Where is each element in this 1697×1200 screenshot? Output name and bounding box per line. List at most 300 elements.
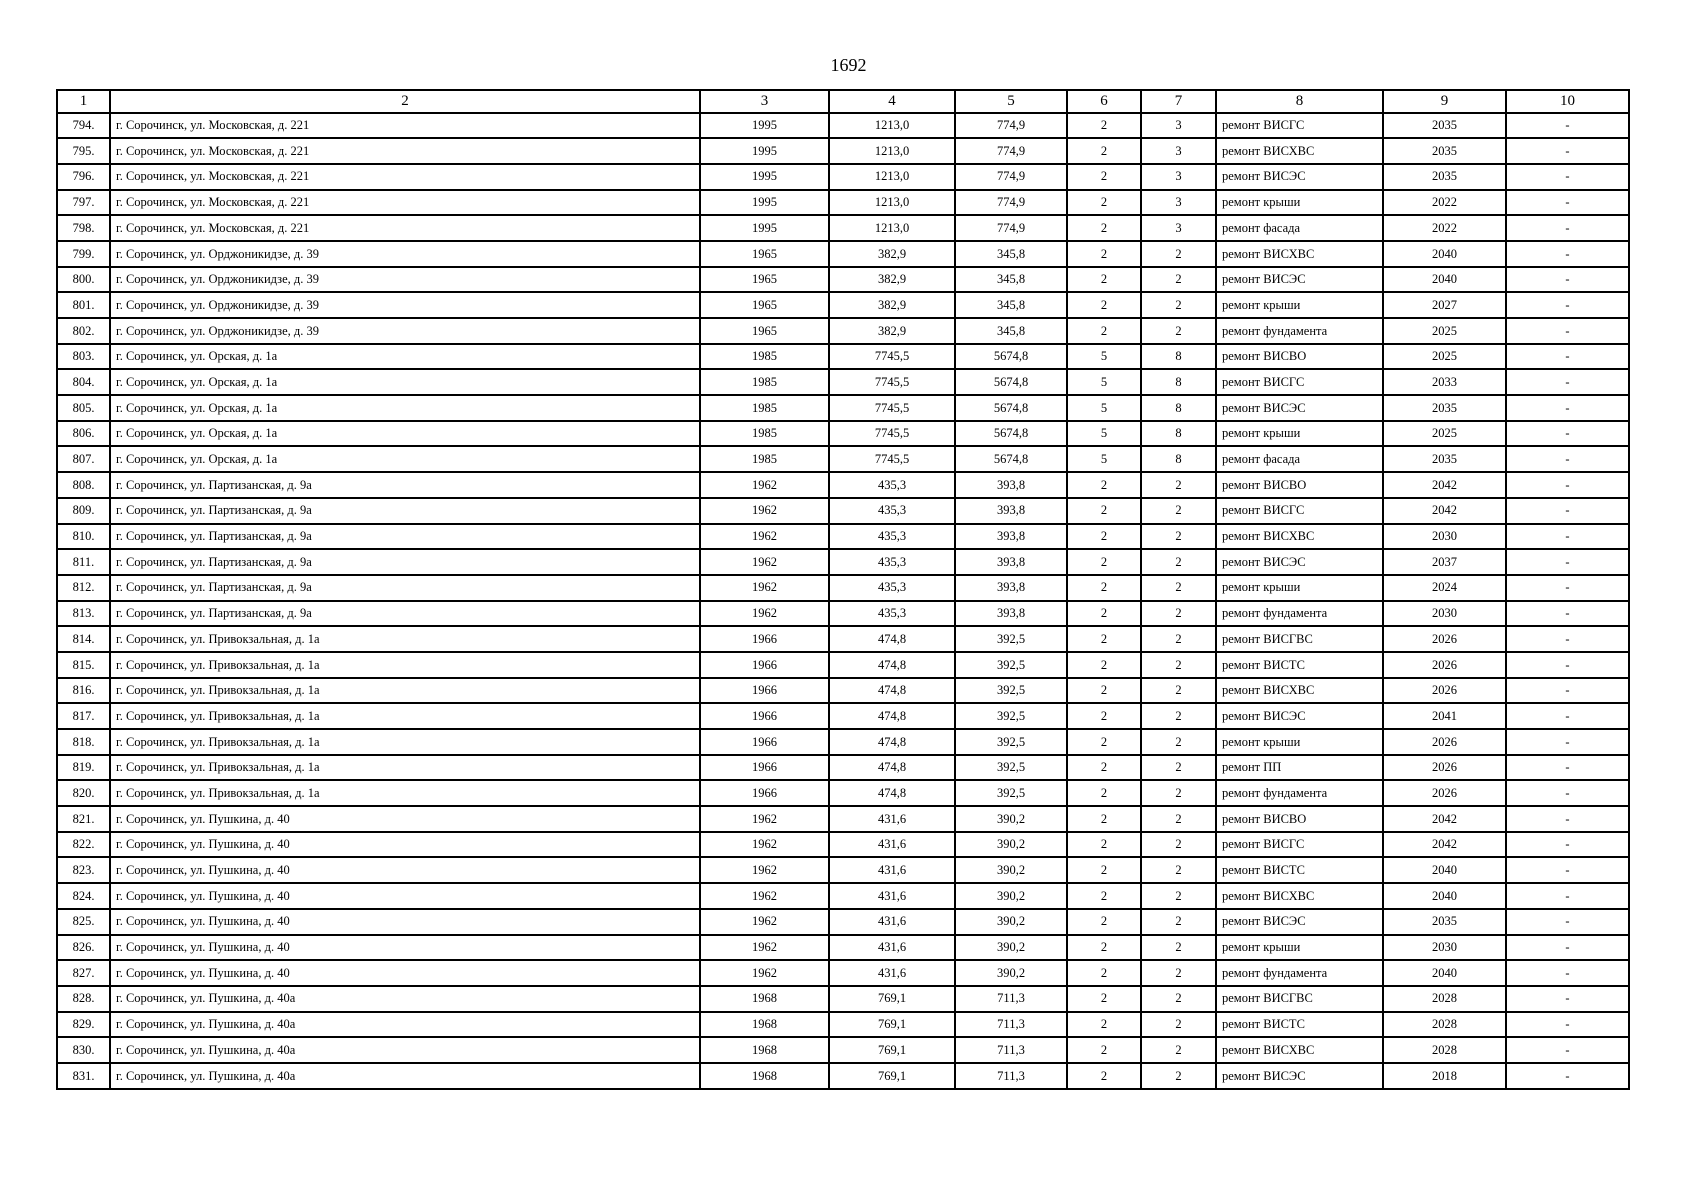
cell-area-living: 5674,8 xyxy=(955,421,1067,447)
cell-work-type: ремонт ВИСХВС xyxy=(1216,524,1383,550)
cell-note: - xyxy=(1506,344,1629,370)
cell-address: г. Сорочинск, ул. Орская, д. 1а xyxy=(110,421,700,447)
table-row xyxy=(57,421,1629,447)
cell-work-type: ремонт ВИСТС xyxy=(1216,1012,1383,1038)
cell-year: 1968 xyxy=(700,986,829,1012)
cell-year-planned: 2018 xyxy=(1383,1063,1506,1089)
cell-area-living: 774,9 xyxy=(955,138,1067,164)
cell-work-type: ремонт крыши xyxy=(1216,575,1383,601)
cell-note: - xyxy=(1506,498,1629,524)
cell-work-type: ремонт ВИСЭС xyxy=(1216,164,1383,190)
cell-area-total: 474,8 xyxy=(829,626,955,652)
cell-area-living: 711,3 xyxy=(955,1012,1067,1038)
cell-entrances: 3 xyxy=(1141,215,1216,241)
cell-work-type: ремонт ВИСЭС xyxy=(1216,395,1383,421)
cell-floors: 2 xyxy=(1067,832,1141,858)
cell-work-type: ремонт ВИСГС xyxy=(1216,113,1383,139)
cell-entrances: 2 xyxy=(1141,498,1216,524)
cell-number: 820. xyxy=(57,780,110,806)
cell-area-total: 474,8 xyxy=(829,780,955,806)
cell-floors: 2 xyxy=(1067,138,1141,164)
cell-entrances: 2 xyxy=(1141,1012,1216,1038)
table-row xyxy=(57,678,1629,704)
cell-address: г. Сорочинск, ул. Привокзальная, д. 1а xyxy=(110,703,700,729)
cell-area-total: 435,3 xyxy=(829,524,955,550)
cell-area-living: 392,5 xyxy=(955,678,1067,704)
cell-floors: 2 xyxy=(1067,601,1141,627)
cell-floors: 2 xyxy=(1067,909,1141,935)
cell-number: 812. xyxy=(57,575,110,601)
cell-area-living: 5674,8 xyxy=(955,395,1067,421)
cell-note: - xyxy=(1506,369,1629,395)
cell-note: - xyxy=(1506,472,1629,498)
cell-floors: 2 xyxy=(1067,498,1141,524)
cell-address: г. Сорочинск, ул. Орская, д. 1а xyxy=(110,395,700,421)
cell-entrances: 2 xyxy=(1141,729,1216,755)
cell-address: г. Сорочинск, ул. Привокзальная, д. 1а xyxy=(110,626,700,652)
cell-work-type: ремонт ВИСХВС xyxy=(1216,883,1383,909)
cell-work-type: ремонт ВИСЭС xyxy=(1216,267,1383,293)
cell-number: 823. xyxy=(57,857,110,883)
cell-floors: 2 xyxy=(1067,960,1141,986)
cell-floors: 2 xyxy=(1067,164,1141,190)
cell-note: - xyxy=(1506,524,1629,550)
cell-year: 1966 xyxy=(700,652,829,678)
cell-area-living: 711,3 xyxy=(955,1063,1067,1089)
cell-area-total: 7745,5 xyxy=(829,395,955,421)
cell-floors: 2 xyxy=(1067,883,1141,909)
cell-address: г. Сорочинск, ул. Орская, д. 1а xyxy=(110,446,700,472)
cell-area-total: 7745,5 xyxy=(829,369,955,395)
cell-note: - xyxy=(1506,267,1629,293)
cell-entrances: 8 xyxy=(1141,395,1216,421)
cell-number: 819. xyxy=(57,755,110,781)
table-row xyxy=(57,292,1629,318)
page-number: 1692 xyxy=(830,55,867,75)
cell-work-type: ремонт фасада xyxy=(1216,446,1383,472)
cell-address: г. Сорочинск, ул. Московская, д. 221 xyxy=(110,164,700,190)
cell-year: 1968 xyxy=(700,1037,829,1063)
cell-floors: 2 xyxy=(1067,524,1141,550)
cell-year: 1966 xyxy=(700,729,829,755)
cell-year-planned: 2040 xyxy=(1383,267,1506,293)
cell-entrances: 2 xyxy=(1141,601,1216,627)
cell-area-total: 1213,0 xyxy=(829,215,955,241)
cell-area-living: 393,8 xyxy=(955,524,1067,550)
cell-address: г. Сорочинск, ул. Привокзальная, д. 1а xyxy=(110,678,700,704)
cell-entrances: 2 xyxy=(1141,935,1216,961)
cell-year-planned: 2042 xyxy=(1383,832,1506,858)
cell-year-planned: 2026 xyxy=(1383,780,1506,806)
cell-area-total: 769,1 xyxy=(829,1063,955,1089)
cell-address: г. Сорочинск, ул. Орская, д. 1а xyxy=(110,369,700,395)
cell-entrances: 2 xyxy=(1141,292,1216,318)
cell-entrances: 2 xyxy=(1141,986,1216,1012)
header-cell-year: 3 xyxy=(700,90,829,113)
table-row xyxy=(57,652,1629,678)
cell-year-planned: 2042 xyxy=(1383,498,1506,524)
table-row xyxy=(57,703,1629,729)
cell-year-planned: 2030 xyxy=(1383,601,1506,627)
cell-area-total: 1213,0 xyxy=(829,190,955,216)
table-row xyxy=(57,935,1629,961)
cell-floors: 2 xyxy=(1067,806,1141,832)
cell-entrances: 2 xyxy=(1141,318,1216,344)
cell-note: - xyxy=(1506,626,1629,652)
cell-year: 1962 xyxy=(700,575,829,601)
cell-year: 1968 xyxy=(700,1063,829,1089)
cell-entrances: 8 xyxy=(1141,421,1216,447)
cell-note: - xyxy=(1506,857,1629,883)
table-row xyxy=(57,318,1629,344)
cell-floors: 2 xyxy=(1067,986,1141,1012)
cell-area-living: 393,8 xyxy=(955,601,1067,627)
cell-note: - xyxy=(1506,190,1629,216)
cell-year: 1962 xyxy=(700,549,829,575)
header-cell-year-planned: 9 xyxy=(1383,90,1506,113)
cell-address: г. Сорочинск, ул. Партизанская, д. 9а xyxy=(110,472,700,498)
cell-number: 800. xyxy=(57,267,110,293)
cell-note: - xyxy=(1506,935,1629,961)
cell-number: 815. xyxy=(57,652,110,678)
table-row xyxy=(57,1063,1629,1089)
cell-note: - xyxy=(1506,986,1629,1012)
cell-area-total: 1213,0 xyxy=(829,113,955,139)
cell-note: - xyxy=(1506,678,1629,704)
cell-year-planned: 2035 xyxy=(1383,164,1506,190)
cell-address: г. Сорочинск, ул. Пушкина, д. 40 xyxy=(110,806,700,832)
cell-number: 804. xyxy=(57,369,110,395)
cell-note: - xyxy=(1506,909,1629,935)
cell-entrances: 2 xyxy=(1141,1037,1216,1063)
cell-note: - xyxy=(1506,549,1629,575)
cell-number: 796. xyxy=(57,164,110,190)
cell-year: 1962 xyxy=(700,883,829,909)
cell-year: 1995 xyxy=(700,164,829,190)
cell-area-total: 769,1 xyxy=(829,986,955,1012)
cell-area-living: 393,8 xyxy=(955,549,1067,575)
cell-floors: 2 xyxy=(1067,549,1141,575)
cell-area-living: 392,5 xyxy=(955,626,1067,652)
cell-address: г. Сорочинск, ул. Орская, д. 1а xyxy=(110,344,700,370)
cell-work-type: ремонт ВИСТС xyxy=(1216,652,1383,678)
cell-year-planned: 2030 xyxy=(1383,935,1506,961)
cell-note: - xyxy=(1506,318,1629,344)
cell-address: г. Сорочинск, ул. Московская, д. 221 xyxy=(110,190,700,216)
cell-entrances: 2 xyxy=(1141,472,1216,498)
table-row xyxy=(57,806,1629,832)
cell-year-planned: 2026 xyxy=(1383,626,1506,652)
cell-entrances: 2 xyxy=(1141,960,1216,986)
cell-work-type: ремонт фундамента xyxy=(1216,318,1383,344)
cell-address: г. Сорочинск, ул. Пушкина, д. 40 xyxy=(110,909,700,935)
cell-entrances: 2 xyxy=(1141,832,1216,858)
cell-address: г. Сорочинск, ул. Пушкина, д. 40 xyxy=(110,960,700,986)
cell-address: г. Сорочинск, ул. Пушкина, д. 40а xyxy=(110,1063,700,1089)
data-table xyxy=(56,89,1630,1090)
cell-floors: 2 xyxy=(1067,292,1141,318)
cell-work-type: ремонт крыши xyxy=(1216,190,1383,216)
cell-year: 1966 xyxy=(700,703,829,729)
cell-floors: 2 xyxy=(1067,472,1141,498)
cell-year: 1966 xyxy=(700,678,829,704)
cell-year-planned: 2037 xyxy=(1383,549,1506,575)
cell-year: 1968 xyxy=(700,1012,829,1038)
cell-year-planned: 2041 xyxy=(1383,703,1506,729)
cell-area-living: 390,2 xyxy=(955,806,1067,832)
cell-area-total: 431,6 xyxy=(829,832,955,858)
cell-entrances: 2 xyxy=(1141,703,1216,729)
cell-year-planned: 2026 xyxy=(1383,678,1506,704)
cell-year-planned: 2040 xyxy=(1383,883,1506,909)
cell-area-total: 431,6 xyxy=(829,883,955,909)
cell-area-living: 392,5 xyxy=(955,780,1067,806)
cell-area-total: 474,8 xyxy=(829,729,955,755)
cell-entrances: 2 xyxy=(1141,524,1216,550)
cell-note: - xyxy=(1506,703,1629,729)
cell-address: г. Сорочинск, ул. Привокзальная, д. 1а xyxy=(110,780,700,806)
cell-number: 802. xyxy=(57,318,110,344)
cell-year-planned: 2025 xyxy=(1383,421,1506,447)
header-cell-address: 2 xyxy=(110,90,700,113)
cell-year: 1962 xyxy=(700,498,829,524)
cell-year-planned: 2040 xyxy=(1383,960,1506,986)
cell-address: г. Сорочинск, ул. Орджоникидзе, д. 39 xyxy=(110,267,700,293)
cell-area-total: 431,6 xyxy=(829,806,955,832)
header-cell-number: 1 xyxy=(57,90,110,113)
cell-entrances: 2 xyxy=(1141,909,1216,935)
cell-area-living: 5674,8 xyxy=(955,369,1067,395)
cell-area-total: 431,6 xyxy=(829,909,955,935)
header-cell-area-total: 4 xyxy=(829,90,955,113)
cell-area-total: 474,8 xyxy=(829,703,955,729)
cell-note: - xyxy=(1506,780,1629,806)
cell-entrances: 3 xyxy=(1141,190,1216,216)
cell-number: 809. xyxy=(57,498,110,524)
cell-year: 1995 xyxy=(700,113,829,139)
cell-note: - xyxy=(1506,883,1629,909)
header-cell-note: 10 xyxy=(1506,90,1629,113)
cell-area-total: 1213,0 xyxy=(829,138,955,164)
cell-work-type: ремонт ВИСХВС xyxy=(1216,241,1383,267)
cell-number: 818. xyxy=(57,729,110,755)
cell-number: 813. xyxy=(57,601,110,627)
cell-area-total: 1213,0 xyxy=(829,164,955,190)
cell-number: 831. xyxy=(57,1063,110,1089)
cell-number: 828. xyxy=(57,986,110,1012)
table-row xyxy=(57,626,1629,652)
cell-area-living: 393,8 xyxy=(955,498,1067,524)
cell-area-total: 474,8 xyxy=(829,652,955,678)
cell-year: 1962 xyxy=(700,935,829,961)
cell-year: 1965 xyxy=(700,318,829,344)
table-row xyxy=(57,780,1629,806)
cell-year-planned: 2027 xyxy=(1383,292,1506,318)
cell-note: - xyxy=(1506,113,1629,139)
cell-work-type: ремонт ВИСЭС xyxy=(1216,703,1383,729)
cell-number: 799. xyxy=(57,241,110,267)
cell-year-planned: 2026 xyxy=(1383,652,1506,678)
cell-area-living: 392,5 xyxy=(955,652,1067,678)
cell-area-total: 474,8 xyxy=(829,678,955,704)
cell-entrances: 8 xyxy=(1141,369,1216,395)
cell-note: - xyxy=(1506,446,1629,472)
cell-year: 1962 xyxy=(700,832,829,858)
cell-work-type: ремонт ВИСГС xyxy=(1216,832,1383,858)
cell-area-total: 382,9 xyxy=(829,241,955,267)
cell-year-planned: 2042 xyxy=(1383,806,1506,832)
cell-note: - xyxy=(1506,164,1629,190)
cell-area-total: 435,3 xyxy=(829,549,955,575)
header-cell-work-type: 8 xyxy=(1216,90,1383,113)
table-row xyxy=(57,883,1629,909)
cell-floors: 2 xyxy=(1067,575,1141,601)
cell-year: 1962 xyxy=(700,601,829,627)
cell-area-total: 435,3 xyxy=(829,575,955,601)
cell-address: г. Сорочинск, ул. Московская, д. 221 xyxy=(110,113,700,139)
cell-number: 830. xyxy=(57,1037,110,1063)
cell-floors: 2 xyxy=(1067,857,1141,883)
cell-number: 807. xyxy=(57,446,110,472)
cell-area-total: 382,9 xyxy=(829,318,955,344)
cell-work-type: ремонт ВИСГС xyxy=(1216,369,1383,395)
cell-work-type: ремонт фасада xyxy=(1216,215,1383,241)
cell-address: г. Сорочинск, ул. Пушкина, д. 40 xyxy=(110,883,700,909)
cell-area-living: 392,5 xyxy=(955,755,1067,781)
cell-area-living: 393,8 xyxy=(955,472,1067,498)
cell-number: 808. xyxy=(57,472,110,498)
cell-year-planned: 2028 xyxy=(1383,986,1506,1012)
cell-year: 1966 xyxy=(700,755,829,781)
cell-area-living: 5674,8 xyxy=(955,344,1067,370)
table-row xyxy=(57,960,1629,986)
cell-floors: 2 xyxy=(1067,1063,1141,1089)
cell-note: - xyxy=(1506,575,1629,601)
cell-entrances: 2 xyxy=(1141,780,1216,806)
cell-address: г. Сорочинск, ул. Партизанская, д. 9а xyxy=(110,524,700,550)
cell-work-type: ремонт ВИСГВС xyxy=(1216,626,1383,652)
cell-area-living: 774,9 xyxy=(955,164,1067,190)
cell-entrances: 3 xyxy=(1141,138,1216,164)
cell-address: г. Сорочинск, ул. Пушкина, д. 40а xyxy=(110,986,700,1012)
cell-year: 1962 xyxy=(700,909,829,935)
cell-year: 1962 xyxy=(700,524,829,550)
cell-entrances: 2 xyxy=(1141,652,1216,678)
header-cell-entrances: 7 xyxy=(1141,90,1216,113)
cell-note: - xyxy=(1506,215,1629,241)
cell-note: - xyxy=(1506,292,1629,318)
cell-year: 1966 xyxy=(700,780,829,806)
cell-address: г. Сорочинск, ул. Партизанская, д. 9а xyxy=(110,549,700,575)
cell-year-planned: 2035 xyxy=(1383,909,1506,935)
cell-address: г. Сорочинск, ул. Пушкина, д. 40а xyxy=(110,1012,700,1038)
cell-area-total: 435,3 xyxy=(829,601,955,627)
table-row xyxy=(57,549,1629,575)
cell-area-total: 382,9 xyxy=(829,292,955,318)
cell-area-total: 382,9 xyxy=(829,267,955,293)
cell-year-planned: 2025 xyxy=(1383,318,1506,344)
table-row xyxy=(57,986,1629,1012)
cell-address: г. Сорочинск, ул. Орджоникидзе, д. 39 xyxy=(110,318,700,344)
cell-number: 803. xyxy=(57,344,110,370)
cell-note: - xyxy=(1506,652,1629,678)
cell-year-planned: 2024 xyxy=(1383,575,1506,601)
cell-area-total: 431,6 xyxy=(829,857,955,883)
cell-number: 824. xyxy=(57,883,110,909)
cell-entrances: 3 xyxy=(1141,164,1216,190)
cell-year: 1985 xyxy=(700,344,829,370)
table-row xyxy=(57,524,1629,550)
cell-area-living: 392,5 xyxy=(955,703,1067,729)
cell-address: г. Сорочинск, ул. Орджоникидзе, д. 39 xyxy=(110,241,700,267)
cell-floors: 2 xyxy=(1067,652,1141,678)
table-row xyxy=(57,267,1629,293)
cell-area-living: 5674,8 xyxy=(955,446,1067,472)
cell-year-planned: 2028 xyxy=(1383,1012,1506,1038)
cell-year-planned: 2035 xyxy=(1383,395,1506,421)
cell-floors: 2 xyxy=(1067,113,1141,139)
cell-year: 1985 xyxy=(700,369,829,395)
cell-entrances: 3 xyxy=(1141,113,1216,139)
cell-year: 1995 xyxy=(700,138,829,164)
table-row xyxy=(57,215,1629,241)
header-cell-area-living: 5 xyxy=(955,90,1067,113)
cell-note: - xyxy=(1506,601,1629,627)
table-row xyxy=(57,446,1629,472)
cell-floors: 2 xyxy=(1067,729,1141,755)
cell-entrances: 2 xyxy=(1141,755,1216,781)
cell-number: 805. xyxy=(57,395,110,421)
cell-floors: 5 xyxy=(1067,446,1141,472)
cell-year: 1995 xyxy=(700,190,829,216)
cell-address: г. Сорочинск, ул. Пушкина, д. 40 xyxy=(110,857,700,883)
cell-floors: 2 xyxy=(1067,703,1141,729)
cell-year: 1985 xyxy=(700,395,829,421)
cell-work-type: ремонт ВИСВО xyxy=(1216,344,1383,370)
cell-number: 825. xyxy=(57,909,110,935)
cell-area-living: 345,8 xyxy=(955,292,1067,318)
cell-floors: 5 xyxy=(1067,421,1141,447)
table-row xyxy=(57,241,1629,267)
cell-work-type: ремонт крыши xyxy=(1216,292,1383,318)
cell-work-type: ремонт ВИСЭС xyxy=(1216,549,1383,575)
cell-area-living: 345,8 xyxy=(955,267,1067,293)
table-row xyxy=(57,369,1629,395)
cell-address: г. Сорочинск, ул. Московская, д. 221 xyxy=(110,138,700,164)
table-row xyxy=(57,755,1629,781)
cell-note: - xyxy=(1506,1012,1629,1038)
cell-number: 816. xyxy=(57,678,110,704)
cell-entrances: 8 xyxy=(1141,446,1216,472)
cell-area-living: 345,8 xyxy=(955,318,1067,344)
cell-year: 1962 xyxy=(700,806,829,832)
table-row xyxy=(57,1037,1629,1063)
cell-work-type: ремонт ПП xyxy=(1216,755,1383,781)
cell-work-type: ремонт ВИСХВС xyxy=(1216,1037,1383,1063)
cell-floors: 2 xyxy=(1067,626,1141,652)
cell-area-total: 7745,5 xyxy=(829,344,955,370)
cell-entrances: 2 xyxy=(1141,575,1216,601)
cell-area-living: 711,3 xyxy=(955,986,1067,1012)
cell-number: 821. xyxy=(57,806,110,832)
cell-floors: 2 xyxy=(1067,190,1141,216)
table-row xyxy=(57,857,1629,883)
cell-address: г. Сорочинск, ул. Партизанская, д. 9а xyxy=(110,498,700,524)
cell-number: 817. xyxy=(57,703,110,729)
cell-number: 827. xyxy=(57,960,110,986)
cell-area-living: 390,2 xyxy=(955,909,1067,935)
cell-year: 1962 xyxy=(700,857,829,883)
